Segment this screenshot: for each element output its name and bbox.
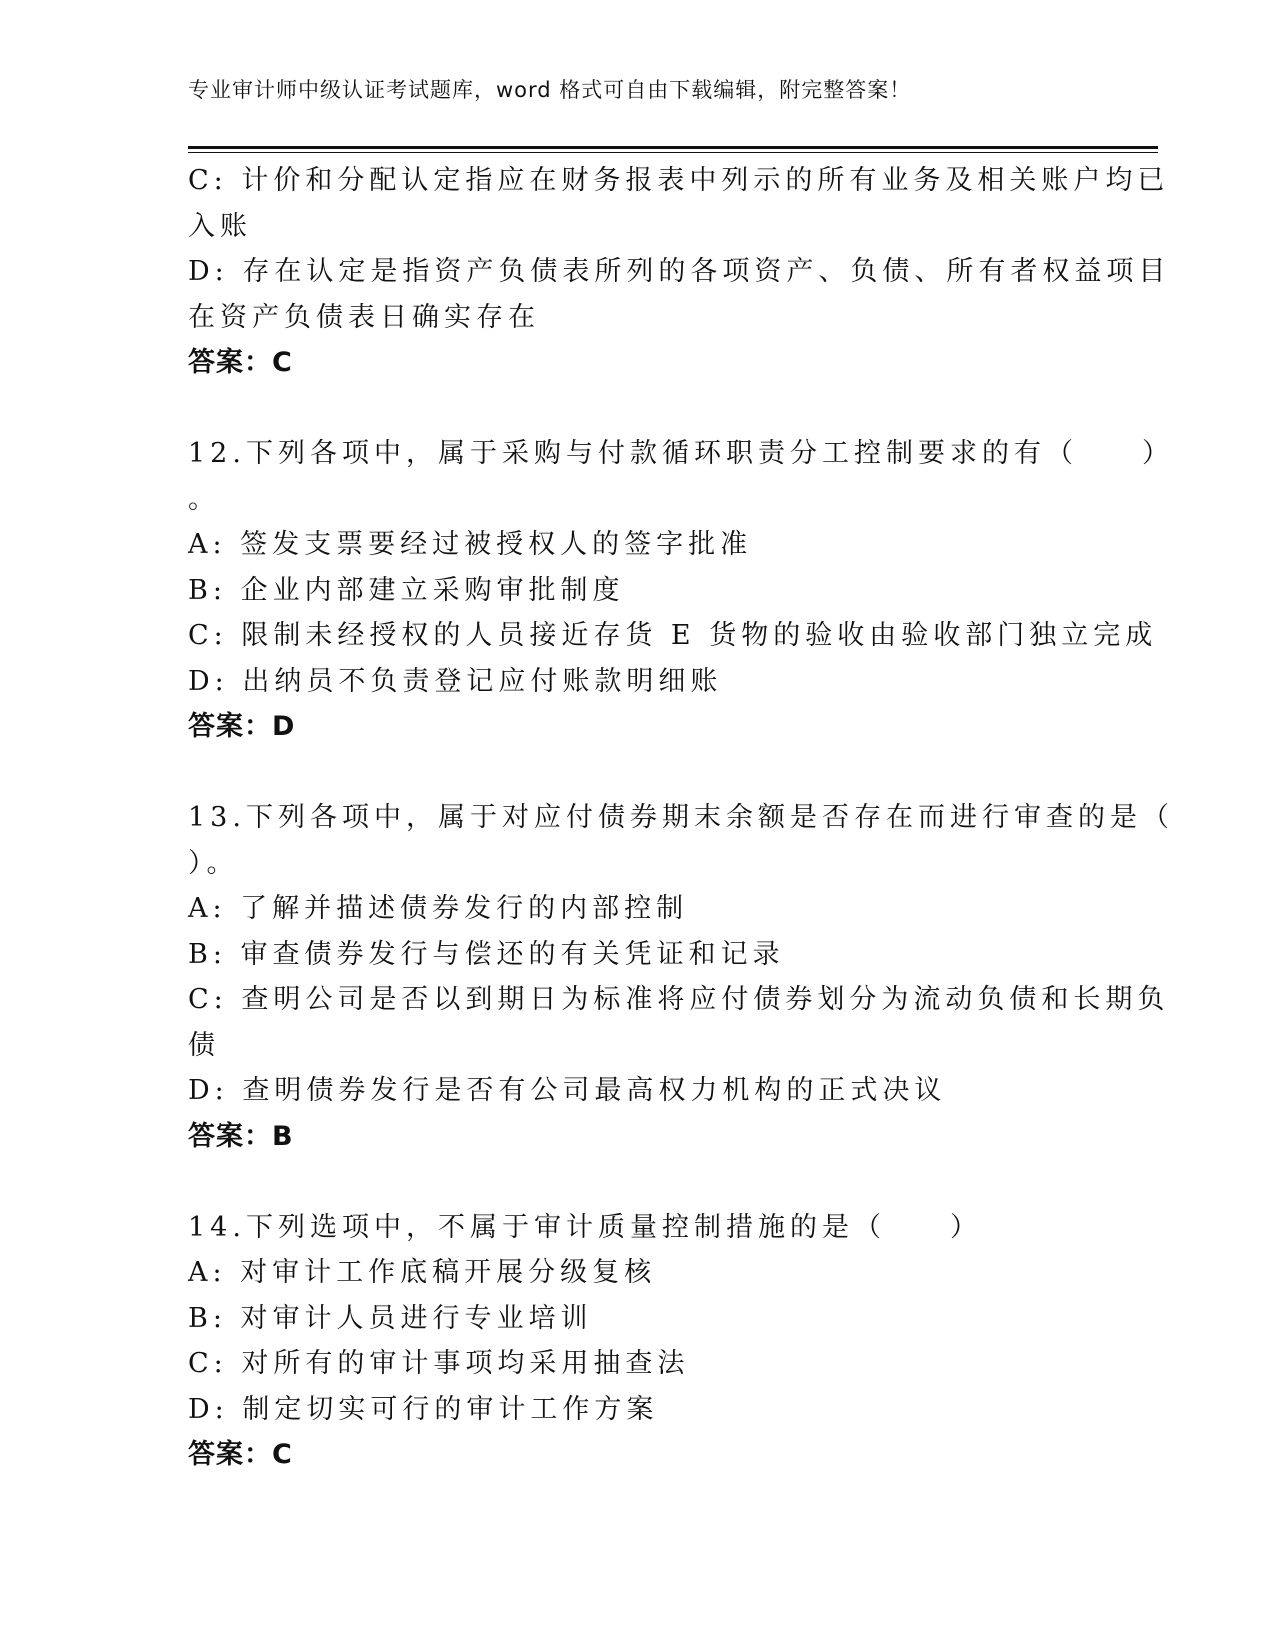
header-rule-thin: [188, 152, 1158, 153]
question-block: [188, 1205, 1088, 1478]
option-d: D: 查明债券发行是否有公司最高权力机构的正式决议: [188, 1075, 947, 1106]
block-spacer: [188, 1159, 1088, 1205]
option-a: A: 对审计工作底稿开展分级复核: [188, 1257, 657, 1288]
block-spacer: [188, 386, 1088, 432]
option-d: D: 出纳员不负责登记应付账款明细账: [188, 665, 723, 697]
text-line: D: 存在认定是指资产负债表所列的各项资产、负债、所有者权益项目: [188, 256, 1171, 287]
answer-line: 答案：C: [188, 347, 293, 378]
option-d: D: 制定切实可行的审计工作方案: [188, 1393, 659, 1425]
option-a: A: 了解并描述债券发行的内部控制: [188, 893, 689, 924]
text-line: 入账: [188, 210, 252, 242]
question-block: [188, 158, 1171, 386]
text-line: 。: [188, 483, 220, 515]
question-block: [188, 795, 1174, 1159]
option-c: C: 限制未经授权的人员接近存货 E 货物的验收由验收部门独立完成: [188, 620, 1158, 651]
page-header: 专业审计师中级认证考试题库，word 格式可自由下载编辑，附完整答案！: [188, 78, 912, 102]
text-line: 债: [188, 1029, 220, 1061]
block-spacer: [188, 750, 1088, 796]
text-line: 在资产负债表日确实存在: [188, 301, 540, 333]
option-c: C: 查明公司是否以到期日为标准将应付债券划分为流动负债和长期负: [188, 984, 1170, 1015]
text-line: ）。: [188, 847, 239, 879]
answer-line: 答案：B: [188, 1120, 294, 1152]
option-b: B: 对审计人员进行专业培训: [188, 1302, 593, 1334]
question-block: [188, 431, 1174, 750]
option-a: A: 签发支票要经过被授权人的签字批准: [188, 529, 753, 560]
question-stem: 14.下列选项中，不属于审计质量控制措施的是（ ）: [188, 1211, 982, 1243]
question-content: [188, 158, 1174, 1478]
question-stem: 13.下列各项中，属于对应付债券期末余额是否存在而进行审查的是（: [188, 802, 1174, 833]
question-stem: 12.下列各项中，属于采购与付款循环职责分工控制要求的有（ ）: [188, 438, 1174, 469]
option-c: C: 对所有的审计事项均采用抽查法: [188, 1348, 690, 1379]
header-rule-thick: [188, 146, 1158, 149]
answer-line: 答案：C: [188, 1439, 293, 1470]
option-b: B: 审查债券发行与偿还的有关凭证和记录: [188, 938, 785, 970]
option-b: B: 企业内部建立采购审批制度: [188, 574, 625, 606]
answer-line: 答案：D: [188, 711, 296, 742]
text-line: C: 计价和分配认定指应在财务报表中列示的所有业务及相关账户均已: [188, 165, 1170, 196]
